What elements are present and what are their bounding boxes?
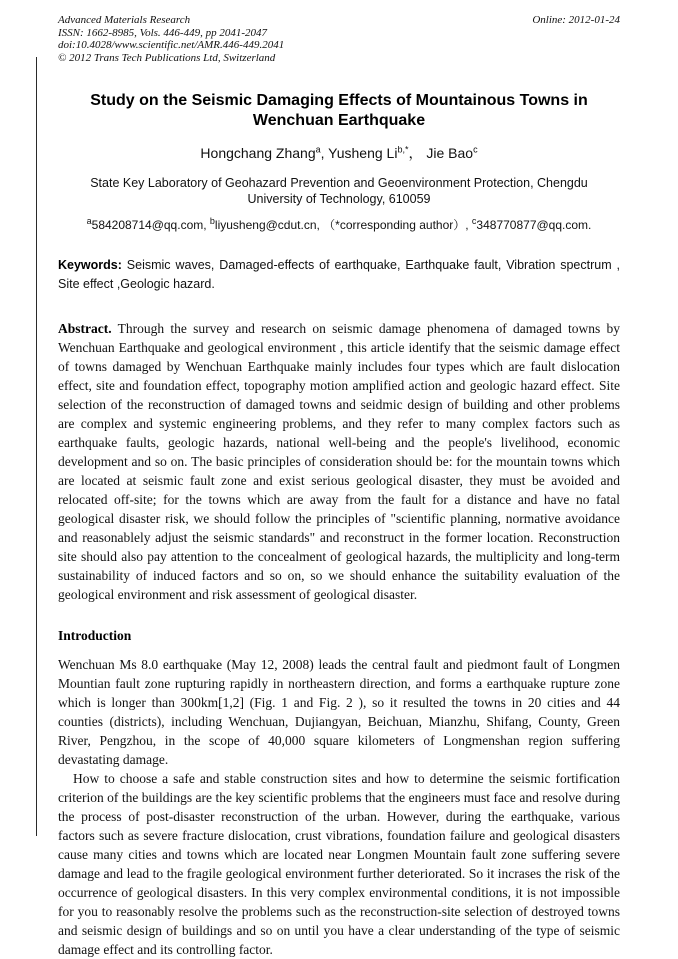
online-date: Online: 2012-01-24: [532, 14, 620, 26]
keywords-text: Seismic waves, Damaged-effects of earthquake, Earthquake fault, Vibration spectrum , Site effect ,Geologic hazard.: [58, 258, 620, 291]
journal-issn-line: ISSN: 1662-8985, Vols. 446-449, pp 2041-2047: [58, 26, 267, 39]
author-name: Yusheng Li: [328, 145, 398, 161]
author-separator: ,: [320, 145, 329, 161]
author-affiliation-mark: a: [315, 144, 321, 155]
email-affiliation-mark: a: [86, 216, 92, 226]
author-separator: ，: [408, 145, 427, 161]
keywords-label: Keywords:: [58, 258, 122, 272]
author-name: Jie Bao: [426, 145, 474, 161]
section-heading-introduction: Introduction: [58, 628, 132, 643]
introduction-paragraph-2: How to choose a safe and stable construction sites and how to determine the seismic fortification criterion of the buildings are the key scientific problems that the engineers must face and resolve during the process of post-disaster reconstruction of the urban. However, during the earthquake, various factors such as severe fracture dislocation, crust vibrations, foundation failure and geological disasters cause many cities and towns which are located near Longmen Mountain fault zone suffering severe damage and lead to the fragile geological environment further deteriorated. So it incrases the risk of the occurrence of geological disasters. In this very complex environmental conditions, it is not impossible for you to reasonably resolve the problems such as the reconstruction-site selection of destroyed towns and seismic design of buildings and so on until you have a clear understanding of the type of seismic damage effect and its controlling factor.: [58, 771, 620, 957]
email-text: liyusheng@cdut.cn, （*corresponding author）,: [214, 218, 472, 232]
paper-title: Study on the Seismic Damaging Effects of Mountainous Towns in Wenchuan Earthquake: [90, 92, 588, 129]
email-text: 584208714@qq.com,: [91, 218, 210, 232]
introduction-paragraph-1: Wenchuan Ms 8.0 earthquake (May 12, 2008) leads the central fault and piedmont fault of Longmen Mountian fault zone rupturing rapidly in northeastern direction, and forms a earthquake rupture zone which is longer than 300km[1,2] (Fig. 1 and Fig. 2 ), so it resulted the towns in 20 cities and 44 counties (districts), including Wenchuan, Dujiangyan, Beichuan, Mianzhu, Shifang, County, Green River, Pengzhou, in the scope of 40,000 square kilometers of Longmenshan region suffering devastating damage.: [58, 657, 620, 767]
email-affiliation-mark: b: [209, 216, 215, 226]
affiliation: State Key Laboratory of Geohazard Prevention and Geoenvironment Protection, Chengdu University of Technology, 610059: [90, 176, 588, 206]
journal-info-block: [58, 14, 284, 64]
journal-doi-line: doi:10.4028/www.scientific.net/AMR.446-449.2041: [58, 39, 285, 51]
author-affiliation-mark: b,*: [397, 144, 409, 155]
emails-line: [58, 216, 620, 233]
author-affiliation-mark: c: [473, 144, 478, 155]
email-affiliation-mark: c: [471, 216, 477, 226]
abstract-label: Abstract.: [58, 321, 112, 336]
email-text: 348770877@qq.com.: [476, 218, 592, 232]
abstract-paragraph: [58, 319, 620, 604]
journal-copyright-line: © 2012 Trans Tech Publications Ltd, Switzerland: [58, 51, 276, 64]
keywords-paragraph: [58, 256, 620, 294]
author-name: Hongchang Zhang: [200, 145, 316, 161]
journal-header: [58, 14, 620, 64]
journal-name: Advanced Materials Research: [58, 14, 191, 26]
authors-line: [58, 143, 620, 163]
abstract-text: Through the survey and research on seismic damage phenomena of damaged towns by Wenchuan Earthquake and geological environment , this article identify that the seismic damage effect of towns damaged by Wenchuan Earthquake mainly includes four types which are fault dislocation effect, site and foundation effect, topography motion amplified action and geologic hazard effect. Site selection of the reconstruction of damaged towns and seidmic design of building and other problems are complex and systemic engineering problems, and they refer to many complex factors such as earthquake faults, geologic hazards, national well-being and the people's livelihood, economic development and so on. The basic principles of consideration should be: for the mountain towns which are located at seismic fault zone and exist serious geological disaster, they must be avoided and relocated off-site; for the towns which are away from the fault for a distance and have no fatal geological disaster risk, we should follow the principles of "scientific planning, normative avoidance and reasonablely adjust the seismic standards" and reconstruct in the former location. Reconstruction site should also pay attention to the concealment of geological hazards, the multiplicity and long-term sustainability of induced factors and so on, so we should enhance the suitability evaluation of the geological environment and risk assessment of geological disaster.: [58, 321, 620, 602]
